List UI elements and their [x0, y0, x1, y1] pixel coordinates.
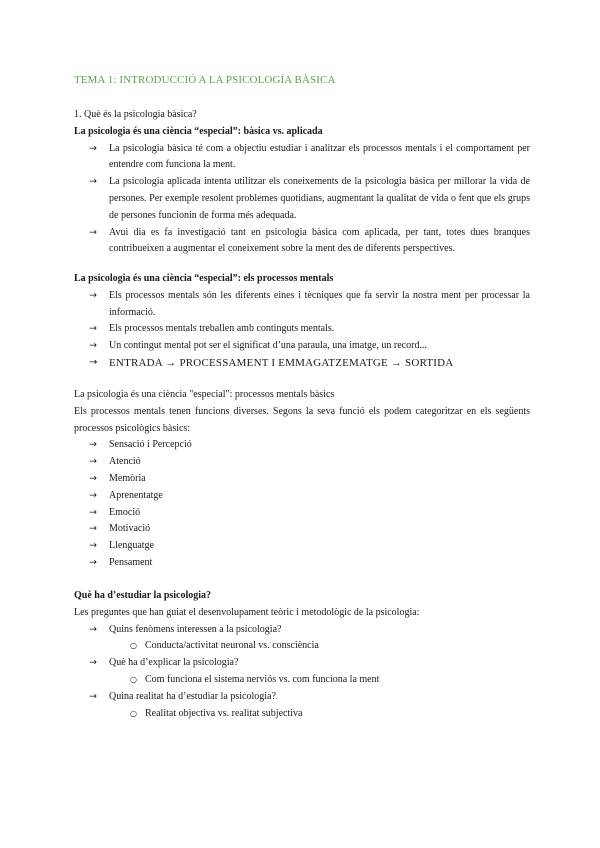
question-item: → Quina realitat ha d’estudiar la psicologia? [74, 689, 530, 706]
section-basic-processes [74, 387, 530, 572]
section-heading: Què ha d’estudiar la psicologia? [74, 590, 212, 601]
list-item: → Els processos mentals són les diferents eines i tècniques que fa servir la nostra ment per processar la informació. [89, 289, 530, 318]
arrow-icon: → [89, 142, 97, 154]
arrow-icon: → [89, 556, 97, 568]
list-item: → Avui dia es fa investigació tant en psicologia bàsica com aplicada, per tant, totes dues branques contribueixen a augmentar el coneixement sobre la ment des de diferents perspectives. [89, 226, 530, 255]
list-item: → Sensació i Percepció [74, 437, 530, 454]
section-heading: La psicologia és una ciència “especial”: els processos mentals [74, 273, 334, 284]
list-item: → Pensament [74, 555, 530, 572]
arrow-icon: → [89, 472, 97, 484]
process-list [74, 437, 530, 571]
document-title: TEMA 1: INTRODUCCIÓ A LA PSICOLOGÍA BÀSICA [74, 74, 336, 86]
arrow-icon: → [89, 456, 97, 468]
section-basic-vs-applied [74, 107, 530, 258]
question-list [74, 622, 530, 723]
list-item: → Motivació [74, 521, 530, 538]
arrow-icon: → [89, 340, 97, 352]
list-item: → Atenció [74, 454, 530, 471]
circle-bullet-icon: ○ [130, 674, 137, 684]
bullet-list [74, 288, 530, 372]
section-heading: La psicologia és una ciència “especial”: bàsica vs. aplicada [74, 125, 323, 137]
flow-item: → ENTRADA → PROCESSAMENT I EMMAGATZEMATGE → SORTIDA [74, 355, 530, 372]
arrow-icon: → [89, 356, 98, 368]
question-item: → Quins fenòmens interessen a la psicologia? [74, 622, 530, 639]
bullet-list [74, 141, 530, 259]
list-item: → Aprenentatge [74, 488, 530, 505]
section-subheading: La psicologia és una ciència "especial": processos mentals bàsics [74, 389, 335, 400]
list-item: → La psicologia aplicada intenta utilitzar els coneixements de la psicologia bàsica per millorar la vida de persones. Per exemple resolent problemes quotidians, augmentant la qualitat de vida o fent que els grups de persones funcionin de forma més adequada. [89, 176, 530, 221]
arrow-icon: → [89, 289, 97, 301]
question-item: → Què ha d’explicar la psicologia? [74, 655, 530, 672]
arrow-icon: → [89, 657, 97, 669]
list-item: → Emoció [74, 505, 530, 522]
answer-item: ○ Com funciona el sistema nerviós vs. com funciona la ment [74, 672, 530, 689]
list-item: → Llenguatge [74, 538, 530, 555]
list-item: → La psicologia bàsica té com a objectiu estudiar i analitzar els processos mentals i el comportament per entendre com funciona la ment. [89, 142, 530, 171]
list-item: → Els processos mentals treballen amb continguts mentals. [74, 321, 530, 338]
list-item: → Memòria [74, 471, 530, 488]
arrow-icon: → [89, 690, 97, 702]
answer-item: ○ Realitat objectiva vs. realitat subjectiva [74, 706, 530, 723]
section-what-to-study [74, 588, 530, 722]
arrow-icon: → [89, 623, 97, 635]
arrow-icon: → [89, 323, 97, 335]
section-intro: Els processos mentals tenen funcions diverses. Segons la seva funció els podem categoritzar en els següents processos psicològics bàsics: [74, 405, 530, 434]
circle-bullet-icon: ○ [130, 641, 137, 651]
question-heading: 1. Què és la psicologia bàsica? [74, 109, 197, 120]
arrow-icon: → [89, 489, 97, 501]
arrow-icon: → [89, 176, 97, 188]
arrow-icon: → [89, 540, 97, 552]
list-item: → Un contingut mental pot ser el significat d’una paraula, una imatge, un record... [74, 338, 530, 355]
section-intro: Les preguntes que han guiat el desenvolupament teòric i metodològic de la psicologia: [74, 606, 420, 618]
answer-item: ○ Conducta/activitat neuronal vs. consciència [74, 638, 530, 655]
circle-bullet-icon: ○ [130, 708, 137, 718]
arrow-icon: → [89, 506, 97, 518]
arrow-icon: → [89, 439, 97, 451]
arrow-icon: → [89, 523, 97, 535]
arrow-icon: → [89, 226, 97, 238]
section-mental-processes [74, 271, 530, 372]
